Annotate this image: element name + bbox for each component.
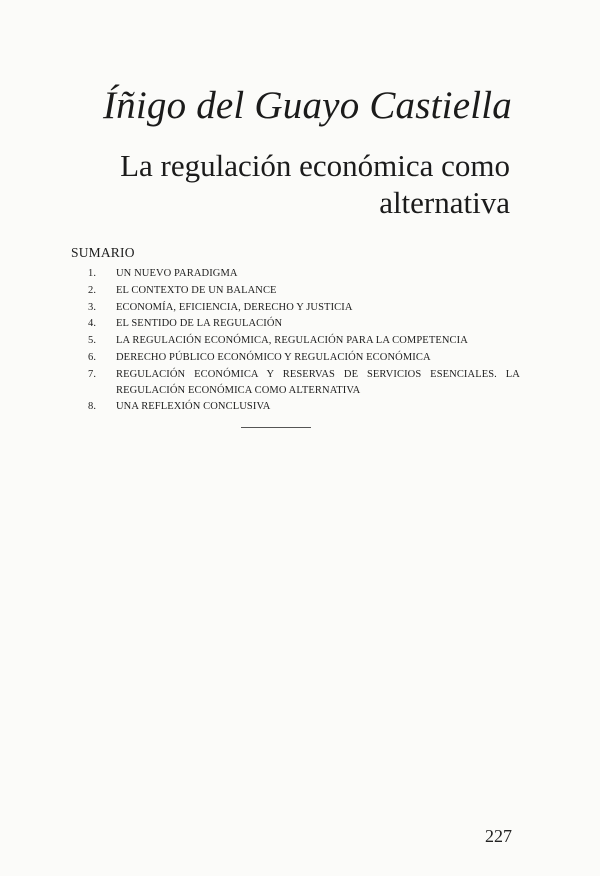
summary-item-text: ECONOMÍA, EFICIENCIA, DERECHO Y JUSTICIA — [116, 301, 353, 313]
summary-item — [88, 300, 520, 316]
section-divider — [241, 427, 311, 428]
summary-item — [88, 333, 520, 349]
summary-item — [88, 367, 520, 399]
summary-item-text: EL CONTEXTO DE UN BALANCE — [116, 284, 277, 296]
summary-item-text: LA REGULACIÓN ECONÓMICA, REGULACIÓN PARA LA COMPETENCIA — [116, 335, 468, 347]
summary-item-text: UN NUEVO PARADIGMA — [116, 268, 238, 279]
summary-item-number: 6. — [88, 351, 97, 363]
summary-item-text: REGULACIÓN ECONÓMICA Y RESERVAS DE SERVICIOS ESENCIALES. LA REGULACIÓN ECONÓMICA COMO ALTERNATIVA — [116, 368, 520, 396]
summary-list — [88, 266, 520, 416]
summary-item — [88, 266, 520, 282]
author-name: Íñigo del Guayo Castiella — [102, 84, 512, 127]
summary-item-number: 1. — [88, 268, 97, 279]
summary-item — [88, 399, 520, 415]
summary-item-number: 8. — [88, 401, 97, 413]
summary-item — [88, 283, 520, 299]
summary-item-number: 5. — [88, 335, 97, 347]
summary-item-number: 7. — [88, 368, 97, 380]
page-number: 227 — [485, 826, 512, 846]
summary-item-text: UNA REFLEXIÓN CONCLUSIVA — [116, 401, 271, 413]
summary-item-number: 3. — [88, 301, 97, 313]
summary-heading: SUMARIO — [71, 245, 135, 260]
summary-item — [88, 350, 520, 366]
chapter-title — [70, 147, 510, 221]
chapter-title-line-2: alternativa — [379, 185, 510, 220]
summary-item-number: 4. — [88, 318, 97, 330]
summary-item-text: DERECHO PÚBLICO ECONÓMICO Y REGULACIÓN ECONÓMICA — [116, 351, 431, 363]
chapter-title-line-1: La regulación económica como — [120, 148, 510, 183]
summary-item-number: 2. — [88, 284, 97, 296]
summary-item-text: EL SENTIDO DE LA REGULACIÓN — [116, 318, 283, 330]
summary-item — [88, 316, 520, 332]
